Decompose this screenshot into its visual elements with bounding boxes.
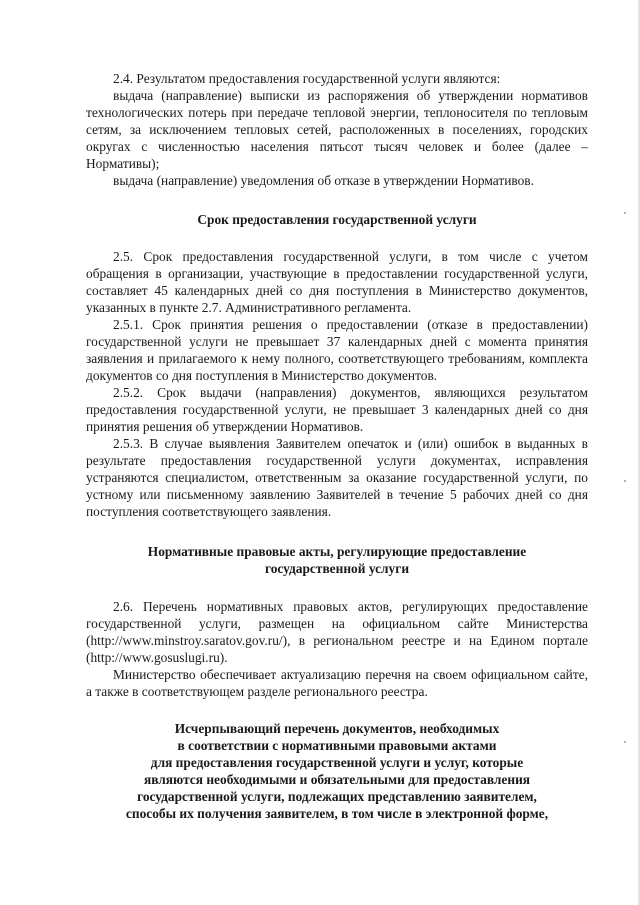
heading-documents-line-3: для предоставления государственной услуги и услуг, которые xyxy=(150,755,524,770)
heading-legal-acts-line-1: Нормативные правовые акты, регулирующие предоставление xyxy=(147,544,527,559)
paragraph-2-5: 2.5. Срок предоставления государственной услуги, в том числе с учетом обращения в организации, участвующие в предоставлении государственной услуги, составляет 45 календарных дней со дня поступления в Министерство документов, указанных в пункте 2.7. Административного регламента. xyxy=(86,249,588,315)
paragraph-2-4-item-2: выдача (направление) уведомления об отказе в утверждении Нормативов. xyxy=(113,173,534,188)
paragraph-2-6-continued: Министерство обеспечивает актуализацию перечня на своем официальном сайте, а также в соответствующем разделе регионального реестра. xyxy=(86,667,588,699)
spacer xyxy=(86,577,588,598)
document-body xyxy=(86,70,588,822)
paragraph-2-5-3: 2.5.3. В случае выявления Заявителем опечаток и (или) ошибок в выданных в результате предоставления государственной услуги документах, исправления устраняются специалистом, ответственным за оказание государственной услуги, по устному или письменному заявлению Заявителей в течение 5 рабочих дней со дня поступления соответствующего заявления. xyxy=(86,436,588,519)
paragraph-2-5-1: 2.5.1. Срок принятия решения о предоставлении (отказе в предоставлении) государственной услуги не превышает 37 календарных дней с момента принятия заявления и прилагаемого к нему полного, соответствующего требованиям, комплекта документов со дня поступления в Министерство документов. xyxy=(86,317,588,383)
scan-speck xyxy=(624,480,626,482)
paragraph-2-5-2: 2.5.2. Срок выдачи (направления) документов, являющихся результатом предоставления государственной услуги, не превышает 3 календарных дней со дня принятия решения об утверждении Нормативов. xyxy=(86,385,588,434)
heading-legal-acts-line-2: государственной услуги xyxy=(264,561,410,576)
heading-documents-line-6: способы их получения заявителем, в том числе в электронной форме, xyxy=(125,806,549,821)
spacer xyxy=(86,520,588,543)
heading-documents-line-4: являются необходимыми и обязательными для предоставления xyxy=(143,772,531,787)
spacer xyxy=(86,228,588,248)
heading-documents-line-1: Исчерпывающий перечень документов, необходимых xyxy=(174,721,500,736)
heading-documents-line-2: в соответствии с нормативными правовыми актами xyxy=(177,738,497,753)
paragraph-2-4-item-1: выдача (направление) выписки из распоряжения об утверждении нормативов технологических потерь при передаче тепловой энергии, теплоносителя по тепловым сетям, за исключением тепловых сетей, расположенных в поселениях, городских округах с численностью населения пятьсот тысяч человек и более (далее – Нормативы); xyxy=(86,88,588,171)
spacer xyxy=(86,189,588,211)
heading-documents-line-5: государственной услуги, подлежащих представлению заявителем, xyxy=(137,789,537,804)
paragraph-2-4-title: 2.4. Результатом предоставления государственной услуги являются: xyxy=(113,71,501,86)
paragraph-2-6: 2.6. Перечень нормативных правовых актов, регулирующих предоставление государственной услуги, размещен на официальном сайте Министерства (http://www.minstroy.saratov.gov.ru/), в региональном реестре и на Едином портале (http://www.gosuslugi.ru). xyxy=(86,599,588,665)
heading-service-term: Срок предоставления государственной услуги xyxy=(197,212,477,227)
scan-speck xyxy=(624,212,626,214)
spacer xyxy=(86,700,588,720)
scan-speck xyxy=(624,741,626,743)
